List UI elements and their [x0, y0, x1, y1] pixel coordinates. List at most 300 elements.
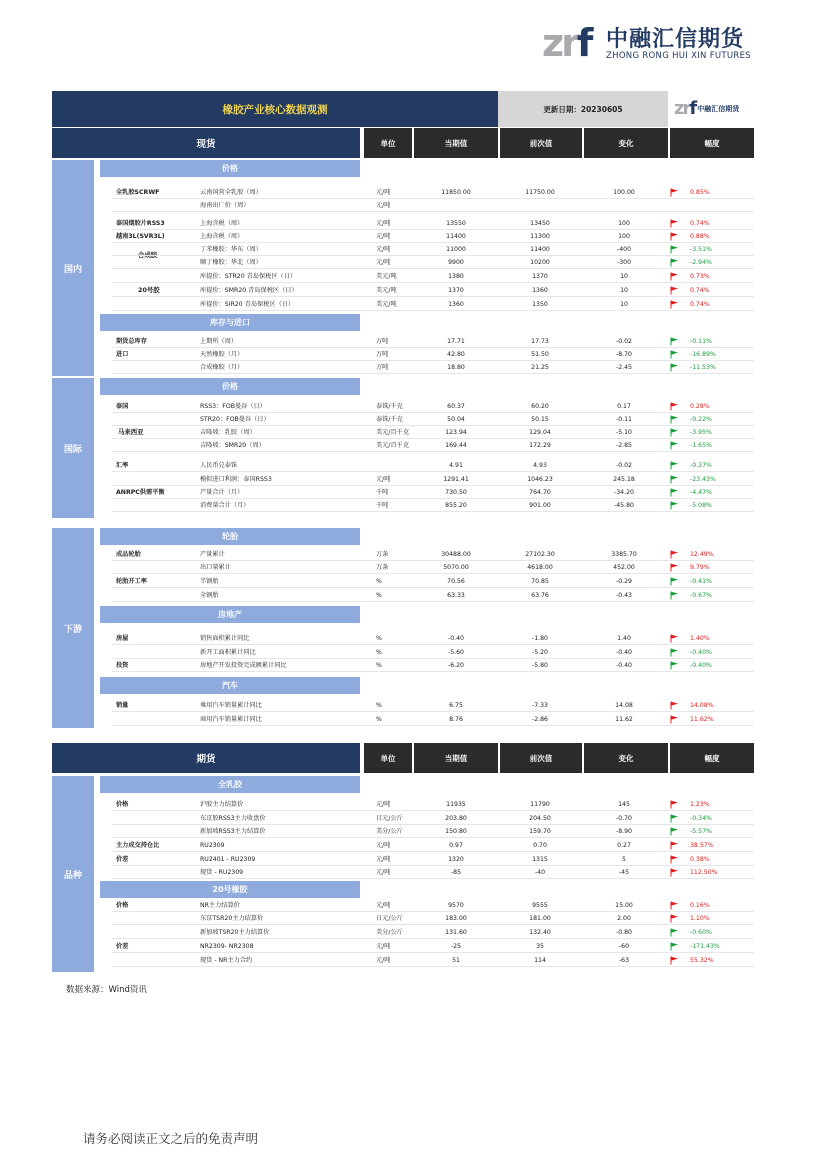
- row-pct: 1.23%: [690, 801, 710, 808]
- row-indicator: RU2309: [200, 842, 225, 849]
- row-pct: 9.79%: [690, 564, 710, 571]
- sub-tire: 轮胎: [100, 528, 360, 545]
- row-pct: 0.74%: [690, 220, 710, 227]
- row-indicator: 新加坡RSS3主力结算价: [200, 828, 266, 835]
- table-row: [112, 218, 754, 230]
- row-pct: -3.51%: [690, 246, 712, 253]
- data-source: 数据来源：Wind资讯: [66, 985, 147, 995]
- row-pct: -0.34%: [690, 815, 712, 822]
- update-date: 更新日期：20230605: [498, 91, 668, 127]
- table-row: [112, 633, 754, 645]
- table-row: [112, 244, 754, 256]
- row-previous: 11750.00: [525, 189, 555, 196]
- row-category: 成品轮胎: [116, 551, 141, 558]
- row-unit: %: [376, 649, 382, 656]
- row-pct: -5.57%: [690, 828, 712, 835]
- row-previous: 159.70: [529, 828, 551, 835]
- flag-icon: [670, 577, 679, 590]
- row-previous: -5.80: [531, 662, 548, 669]
- futures-col-unit: 单位: [364, 743, 412, 773]
- row-indicator: 顺丁橡胶：华北（周）: [200, 259, 262, 266]
- mini-logo-cn: 中融汇信期货: [697, 105, 740, 113]
- row-category: 轮胎开工率: [116, 578, 147, 585]
- row-change: 0.17: [617, 403, 631, 410]
- row-current: 5070.00: [443, 564, 469, 571]
- row-previous: 63.76: [531, 592, 549, 599]
- row-indicator: 现货 - NR主力合约: [200, 957, 253, 964]
- row-unit: 元/吨: [376, 801, 391, 808]
- table-row: [112, 285, 754, 297]
- row-pct: -0.41%: [690, 578, 712, 585]
- row-pct: -0.40%: [690, 662, 712, 669]
- futures-col-previous: 前次值: [500, 743, 582, 773]
- row-previous: 9555: [532, 902, 548, 909]
- row-pct: 0.16%: [690, 902, 710, 909]
- row-change: 2.00: [617, 915, 631, 922]
- disclaimer: 请务必阅读正文之后的免责声明: [83, 1131, 259, 1146]
- row-indicator: 乘用汽车销量累计同比: [200, 702, 262, 709]
- row-unit: 元/吨: [376, 220, 391, 227]
- row-indicator: RU2401 - RU2309: [200, 856, 256, 863]
- row-previous: 1315: [532, 856, 548, 863]
- row-change: 100.00: [613, 189, 635, 196]
- row-previous: 1360: [532, 287, 548, 294]
- table-row: [112, 700, 754, 712]
- row-unit: 元/吨: [376, 246, 391, 253]
- row-change: 11.62: [615, 716, 633, 723]
- table-row: [112, 231, 754, 243]
- row-previous: 11790: [530, 801, 550, 808]
- table-row: [112, 714, 754, 726]
- flag-icon: [670, 441, 679, 454]
- row-previous: 1350: [532, 301, 548, 308]
- row-change: -2.85: [615, 442, 632, 449]
- row-current: 18.80: [447, 364, 465, 371]
- row-current: 50.04: [447, 416, 465, 423]
- row-current: 1370: [448, 287, 464, 294]
- row-unit: 元/吨: [376, 957, 391, 964]
- col-change: 变化: [584, 128, 668, 158]
- row-previous: 172.29: [529, 442, 551, 449]
- row-pct: -0.60%: [690, 929, 712, 936]
- row-indicator: 云南国营全乳胶（周）: [200, 189, 262, 196]
- row-current: 1291.41: [443, 476, 469, 483]
- row-pct: -16.89%: [690, 351, 716, 358]
- row-current: 9570: [448, 902, 464, 909]
- row-current: 1380: [448, 273, 464, 280]
- row-change: -8.90: [615, 828, 632, 835]
- row-indicator: STR20：FOB曼谷（日）: [200, 416, 270, 423]
- row-change: -0.11: [615, 416, 632, 423]
- row-unit: 日元/公斤: [376, 915, 403, 922]
- row-unit: 美元/吨: [376, 287, 397, 294]
- row-current: 131.60: [445, 929, 467, 936]
- row-current: 169.44: [445, 442, 467, 449]
- table-row: [112, 927, 754, 939]
- row-current: 63.33: [447, 592, 465, 599]
- row-indicator: 产量合计（月）: [200, 489, 244, 496]
- flag-icon: [670, 800, 679, 813]
- row-change: -0.43: [615, 592, 632, 599]
- row-previous: 13450: [530, 220, 550, 227]
- row-category: ANRPC供需平衡: [116, 489, 165, 496]
- row-indicator: 上期所（周）: [200, 338, 238, 345]
- table-row: [112, 187, 754, 199]
- row-previous: 27102.30: [525, 551, 555, 558]
- row-unit: %: [376, 716, 382, 723]
- row-pct: -4.47%: [690, 489, 712, 496]
- table-row: [112, 647, 754, 659]
- row-change: 14.08: [615, 702, 633, 709]
- row-pct: -2.94%: [690, 259, 712, 266]
- row-pct: -11.53%: [690, 364, 716, 371]
- table-row: [112, 349, 754, 361]
- futures-col-current: 当期值: [414, 743, 498, 773]
- flag-icon: [670, 363, 679, 376]
- row-change: 10: [620, 273, 628, 280]
- row-current: -0.40: [447, 635, 464, 642]
- row-change: 452.00: [613, 564, 635, 571]
- row-previous: -1.80: [531, 635, 548, 642]
- row-pct: 0.88%: [690, 233, 710, 240]
- table-row: [112, 401, 754, 413]
- row-pct: -23.43%: [690, 476, 716, 483]
- row-current: -25: [450, 943, 462, 950]
- row-change: -0.29: [615, 578, 632, 585]
- row-unit: 泰铢/千克: [376, 403, 403, 410]
- row-previous: 1370: [532, 273, 548, 280]
- row-indicator: 东京TSR20主力结算价: [200, 915, 264, 922]
- row-indicator: 出口量累计: [200, 564, 231, 571]
- row-current: 730.50: [445, 489, 467, 496]
- row-unit: %: [376, 662, 382, 669]
- row-change: -300: [616, 259, 632, 266]
- row-indicator: 库提价：SIR20 青岛保税区（日）: [200, 301, 295, 308]
- row-current: 855.20: [445, 502, 467, 509]
- row-unit: 元/吨: [376, 189, 391, 196]
- row-category: 期货总库存: [116, 338, 147, 345]
- row-current: 1360: [448, 301, 464, 308]
- row-previous: 129.04: [529, 429, 551, 436]
- row-indicator: 库提价：STR20 青岛保税区（日）: [200, 273, 297, 280]
- row-current: 11000: [446, 246, 466, 253]
- row-change: -0.40: [615, 649, 632, 656]
- row-previous: 35: [536, 943, 544, 950]
- row-category: 价格: [116, 801, 129, 808]
- row-unit: 元/吨: [376, 202, 391, 209]
- table-row: [112, 913, 754, 925]
- row-indicator: 新加坡TSR20主力结算价: [200, 929, 270, 936]
- row-pct: 0.74%: [690, 301, 710, 308]
- row-pct: 11.62%: [690, 716, 714, 723]
- table-row: [112, 257, 754, 269]
- row-category: 全乳胶SCRWF: [116, 189, 160, 196]
- row-unit: 美元/百千克: [376, 442, 410, 449]
- row-indicator: 模拟进口利润：泰国RSS3: [200, 476, 272, 483]
- row-category: 越南3L(SVR3L): [116, 233, 165, 240]
- table-row: [112, 487, 754, 499]
- table-row: [112, 799, 754, 811]
- spot-section-title: 现货: [52, 128, 360, 158]
- row-unit: 万吨: [376, 351, 389, 358]
- flag-icon: [670, 701, 679, 714]
- flag-icon: [670, 591, 679, 604]
- sub-whole-latex: 全乳胶: [100, 776, 360, 793]
- flag-icon: [670, 841, 679, 854]
- row-indicator: 销售面积累计同比: [200, 635, 250, 642]
- row-pct: -171.43%: [690, 943, 720, 950]
- row-unit: 元/吨: [376, 856, 391, 863]
- row-current: 42.80: [447, 351, 465, 358]
- row-previous: 4.93: [533, 462, 547, 469]
- flag-icon: [670, 634, 679, 647]
- row-indicator: 人民币兑泰铢: [200, 462, 238, 469]
- row-current: 51: [452, 957, 460, 964]
- table-row: [112, 826, 754, 838]
- table-row: [112, 427, 754, 439]
- row-unit: 千吨: [376, 489, 389, 496]
- row-unit: %: [376, 702, 382, 709]
- flag-icon: [670, 827, 679, 840]
- row-unit: 元/吨: [376, 842, 391, 849]
- row-indicator: 产量累计: [200, 551, 225, 558]
- table-row: [112, 336, 754, 348]
- row-previous: 764.70: [529, 489, 551, 496]
- row-current: -6.20: [447, 662, 464, 669]
- row-current: 30488.00: [441, 551, 471, 558]
- row-current: 4.91: [449, 462, 463, 469]
- flag-icon: [670, 661, 679, 674]
- table-row: [112, 414, 754, 426]
- row-change: -0.02: [615, 338, 632, 345]
- row-category: 价格: [116, 902, 129, 909]
- flag-icon: [670, 501, 679, 514]
- table-row: [112, 900, 754, 912]
- table-row: [112, 549, 754, 561]
- table-row: [112, 500, 754, 512]
- cat-synthetic-rubber: 合成胶: [138, 251, 158, 259]
- sub-real-estate: 房地产: [100, 606, 360, 623]
- row-change: 10: [620, 301, 628, 308]
- row-indicator: 海南出厂价（周）: [200, 202, 250, 209]
- row-indicator: 合成橡胶（月）: [200, 364, 244, 371]
- row-previous: 204.50: [529, 815, 551, 822]
- sub-auto: 汽车: [100, 677, 360, 694]
- row-current: 11850.00: [441, 189, 471, 196]
- row-change: 100: [618, 220, 630, 227]
- company-logo: [542, 20, 752, 65]
- col-pct: 幅度: [670, 128, 754, 158]
- row-previous: 70.85: [531, 578, 549, 585]
- report-title: 橡胶产业核心数据观测: [52, 91, 498, 127]
- row-pct: 112.50%: [690, 869, 718, 876]
- row-unit: 千吨: [376, 502, 389, 509]
- row-previous: 11400: [530, 246, 550, 253]
- flag-icon: [670, 942, 679, 955]
- col-unit: 单位: [364, 128, 412, 158]
- futures-col-change: 变化: [584, 743, 668, 773]
- row-indicator: 库提价：SMR20 青岛保税区（日）: [200, 287, 298, 294]
- flag-icon: [670, 563, 679, 576]
- row-previous: 132.40: [529, 929, 551, 936]
- row-previous: -2.86: [531, 716, 548, 723]
- row-change: -45.80: [614, 502, 634, 509]
- sub-domestic-price: 价格: [100, 160, 360, 177]
- row-current: 203.80: [445, 815, 467, 822]
- table-row: [112, 660, 754, 672]
- row-current: 6.75: [449, 702, 463, 709]
- row-unit: 美分/公斤: [376, 828, 403, 835]
- row-unit: 美元/吨: [376, 273, 397, 280]
- row-indicator: 沪胶主力结算价: [200, 801, 244, 808]
- table-row: [112, 840, 754, 852]
- row-indicator: 吉隆坡：SMR20（周）: [200, 442, 265, 449]
- row-pct: 1.40%: [690, 635, 710, 642]
- row-change: 145: [618, 801, 630, 808]
- row-pct: 12.49%: [690, 551, 714, 558]
- table-row: [112, 590, 754, 602]
- row-change: -5.10: [615, 429, 632, 436]
- row-change: -0.80: [615, 929, 632, 936]
- row-pct: 14.08%: [690, 702, 714, 709]
- cat-tsr20: 20号胶: [138, 286, 160, 294]
- row-unit: 万条: [376, 551, 389, 558]
- table-row: [112, 813, 754, 825]
- row-category: 投资: [116, 662, 129, 669]
- table-row: [112, 955, 754, 967]
- row-change: -0.02: [615, 462, 632, 469]
- flag-icon: [670, 286, 679, 299]
- row-pct: 38.57%: [690, 842, 714, 849]
- row-pct: 1.10%: [690, 915, 710, 922]
- row-category: 价差: [116, 856, 129, 863]
- row-previous: 10200: [530, 259, 550, 266]
- sub-no20-rubber: 20号橡胶: [100, 881, 360, 898]
- row-change: -8.70: [615, 351, 632, 358]
- row-unit: 万吨: [376, 364, 389, 371]
- row-previous: 901.00: [529, 502, 551, 509]
- row-indicator: 上海含税（周）: [200, 233, 244, 240]
- cat-malaysia: 马来西亚: [118, 428, 144, 436]
- row-pct: -0.11%: [690, 338, 712, 345]
- row-indicator: 消费量合计（月）: [200, 502, 250, 509]
- futures-col-pct: 幅度: [670, 743, 754, 773]
- row-current: 0.97: [449, 842, 463, 849]
- row-change: -0.70: [615, 815, 632, 822]
- row-pct: -0.37%: [690, 462, 712, 469]
- row-previous: 17.73: [531, 338, 549, 345]
- table-row: [112, 867, 754, 879]
- flag-icon: [670, 300, 679, 313]
- row-unit: 元/吨: [376, 476, 391, 483]
- row-category: 主力成交持仓比: [116, 842, 160, 849]
- band-domestic: 国内: [52, 160, 94, 376]
- row-current: -5.60: [447, 649, 464, 656]
- table-row: [112, 299, 754, 311]
- band-downstream: 下游: [52, 528, 94, 728]
- row-change: -0.40: [615, 662, 632, 669]
- row-change: 15.00: [615, 902, 633, 909]
- row-change: -34.20: [614, 489, 634, 496]
- row-pct: 0.28%: [690, 403, 710, 410]
- row-indicator: 商用汽车销量累计同比: [200, 716, 262, 723]
- row-previous: 0.70: [533, 842, 547, 849]
- table-row: [112, 941, 754, 953]
- table-row: [112, 460, 754, 472]
- row-indicator: 丁苯橡胶：华东（周）: [200, 246, 262, 253]
- row-change: -2.45: [615, 364, 632, 371]
- row-pct: -3.95%: [690, 429, 712, 436]
- row-indicator: 东京胶RSS3主力收盘价: [200, 815, 266, 822]
- row-unit: %: [376, 635, 382, 642]
- row-previous: 1046.23: [527, 476, 553, 483]
- flag-icon: [670, 258, 679, 271]
- row-unit: 泰铢/千克: [376, 416, 403, 423]
- row-indicator: NR2309- NR2308: [200, 943, 254, 950]
- flag-icon: [670, 914, 679, 927]
- row-change: 245.18: [613, 476, 635, 483]
- row-current: 1320: [448, 856, 464, 863]
- row-previous: 21.25: [531, 364, 549, 371]
- row-previous: 60.20: [531, 403, 549, 410]
- row-previous: -7.33: [531, 702, 548, 709]
- row-unit: %: [376, 592, 382, 599]
- row-current: -85: [450, 869, 462, 876]
- row-previous: 50.15: [531, 416, 549, 423]
- flag-icon: [670, 956, 679, 969]
- row-previous: 4618.00: [527, 564, 553, 571]
- row-pct: -5.08%: [690, 502, 712, 509]
- row-category: 房屋: [116, 635, 129, 642]
- row-unit: %: [376, 578, 382, 585]
- row-previous: 114: [534, 957, 546, 964]
- flag-icon: [670, 715, 679, 728]
- row-change: 3385.70: [611, 551, 637, 558]
- row-current: 183.00: [445, 915, 467, 922]
- flag-icon: [670, 928, 679, 941]
- row-indicator: 上海含税（周）: [200, 220, 244, 227]
- mini-logo-mark: zrf: [674, 98, 696, 119]
- row-pct: -0.40%: [690, 649, 712, 656]
- row-unit: 日元/公斤: [376, 815, 403, 822]
- row-indicator: NR主力结算价: [200, 902, 240, 909]
- row-previous: 181.00: [529, 915, 551, 922]
- row-change: 0.27: [617, 842, 631, 849]
- futures-section-title: 期货: [52, 743, 360, 773]
- flag-icon: [670, 272, 679, 285]
- row-unit: 美分/公斤: [376, 929, 403, 936]
- logo-name-en: ZHONG RONG HUI XIN FUTURES: [606, 51, 752, 61]
- row-current: 9900: [448, 259, 464, 266]
- table-row: [112, 440, 754, 452]
- row-current: 123.94: [445, 429, 467, 436]
- row-category: 汇率: [116, 462, 129, 469]
- row-current: 11400: [446, 233, 466, 240]
- row-indicator: 全钢胎: [200, 592, 219, 599]
- row-category: 销量: [116, 702, 129, 709]
- sub-inventory-import: 库存与进口: [100, 314, 360, 331]
- flag-icon: [670, 868, 679, 881]
- row-pct: 0.74%: [690, 287, 710, 294]
- row-pct: -1.65%: [690, 442, 712, 449]
- table-row: [112, 474, 754, 486]
- row-current: 17.71: [447, 338, 465, 345]
- row-change: 1.40: [617, 635, 631, 642]
- row-current: 70.56: [447, 578, 465, 585]
- band-international: 国际: [52, 378, 94, 518]
- row-indicator: 天然橡胶（月）: [200, 351, 244, 358]
- row-unit: 万吨: [376, 338, 389, 345]
